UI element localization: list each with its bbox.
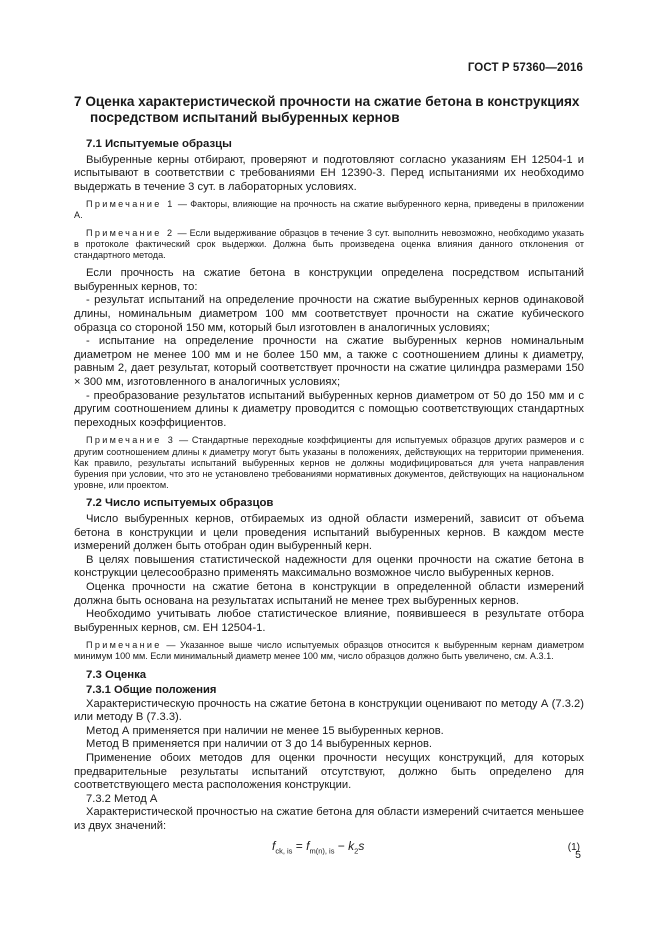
paragraph-7-3-5: Характеристической прочностью на сжатие бетона для области измерений считается меньшее из двух значений: [74,806,584,833]
section-7-3-title: 7.3 Оценка [86,668,147,681]
note-7-2 [74,640,584,662]
paragraph-7-3-1: Характеристическую прочность на сжатие бетона в конструкции оценивают по методу А (7.3.2) или методу В (7.3.3). [74,697,584,724]
paragraph-7-1-1: Выбуренные керны отбирают, проверяют и подготовляют согласно указаниям ЕН 12504-1 и испытывают в соответствии с требованиями ЕН 12390-3. Перед испытаниями их необходимо выдержать в течение 3 сут. в лабораторных условиях. [74,153,584,193]
page-content [74,94,584,858]
paragraph-7-1-2: Если прочность на сжатие бетона в конструкции определена посредством испытаний выбуренных кернов, то: [74,267,584,293]
note-3-text: — Стандартные переходные коэффициенты для испытуемых образцов других размеров и с другим соотношением длины к диаметру могут быть указаны в положениях, действующих на территории применения. Как правило, результаты испытаний выбуренных кернов не должны модифицироваться для учета направления бурения при условии, что это не установлено требованиями нормативных документов, действующих на национальном уровне, или проектом. [74,435,584,491]
note-2-label: Примечание 2 [86,227,175,238]
section-7-3-2-title: 7.3.2 Метод А [86,792,158,805]
paragraph-7-3-2: Метод А применяется при наличии не менее 15 выбуренных кернов. [86,724,444,737]
section-7-1-title: 7.1 Испытуемые образцы [86,138,232,150]
paragraph-7-1-5: - преобразование результатов испытаний выбуренных кернов диаметром от 50 до 150 мм и с другим соотношением длины к диаметру проводится с помощью соответствующих стандартных переходных коэффициентов. [74,389,584,429]
formula-minus: − [334,838,349,853]
note-7-2-text: — Указанное выше число испытуемых образцов относится к выбуренным кернам диаметром минимум 100 мм. Если минимальный диаметр менее 100 мм, число образцов должно быть увеличено, см. А.3.1. [74,640,584,662]
paragraph-7-2-2: В целях повышения статистической надежности для оценки прочности на сжатие бетона в конструкции целесообразно применять максимально возможное число выбуренных кернов. [74,553,584,580]
section-7-3-1-title: 7.3.1 Общие положения [86,684,217,697]
paragraph-7-2-3: Оценка прочности на сжатие бетона в конструкции в определенной области измерений должна быть основана на результатах испытаний не менее трех выбуренных кернов. [74,580,584,607]
formula-lhs-subscript: ck, is [275,846,293,856]
note-2 [74,228,584,262]
note-2-text: — Если выдерживание образцов в течение 3 сут. выполнить невозможно, необходимо указать в протоколе фактический срок выдержки. Должна быть произведена оценка влияния данного отклонения от стандартного метода. [74,227,584,261]
formula-number: (1) [567,841,580,853]
formula-k: k [348,838,355,853]
formula-k-subscript: 2 [354,846,359,856]
note-7-2-label: Примечание [86,640,162,651]
formula-equals: = [292,838,307,853]
formula-rhs-subscript: m(n), is [309,846,335,856]
document-code: ГОСТ Р 57360—2016 [467,62,583,74]
note-3 [74,435,584,491]
page-number: 5 [575,849,581,861]
paragraph-7-2-4: Необходимо учитывать любое статистическое влияние, появившееся в результате отбора выбуренных кернов, см. ЕН 12504-1. [74,608,584,634]
note-3-label: Примечание 3 [86,435,176,446]
section-7-2-title: 7.2 Число испытуемых образцов [86,497,274,510]
paragraph-7-2-1: Число выбуренных кернов, отбираемых из одной области измерений, зависит от объема бетона в конструкции и цели проведения испытаний выбуренных кернов. В каждом месте измерений должен быть отобран один выбуренный керн. [74,512,584,553]
section-7-title: 7 Оценка характеристической прочности на сжатие бетона в конструкциях посредством испытаний выбуренных кернов [74,94,580,125]
paragraph-7-1-3: - результат испытаний на определение прочности на сжатие выбуренных кернов одинаковой длины, номинальным диаметром 100 мм соответствует прочности на сжатие кубического образца со стороной 150 мм, который был изготовлен в аналогичных условиях; [74,294,584,334]
note-1 [74,199,584,221]
note-1-label: Примечание 1 [86,199,175,210]
formula-1 [74,838,584,858]
formula-f: f [272,838,276,853]
paragraph-7-1-4: - испытание на определение прочности на сжатие выбуренных кернов номинальным диаметром не менее 100 мм и не более 150 мм, а также с соотношением длины к диаметру, равным 2, дает результат, который соответствует прочности на сжатие цилиндра размерами 150 × 300 мм, изготовленного в аналогичных условиях; [74,335,584,389]
formula-s: s [358,838,365,853]
formula-expression [272,840,364,858]
paragraph-7-3-4: Применение обоих методов для оценки прочности несущих конструкций, для которых предварительные результаты испытаний отсутствуют, должно быть определено для соответствующего места расположения конструкции. [74,752,584,792]
formula-f2: f [306,838,310,853]
paragraph-7-3-3: Метод В применяется при наличии от 3 до 14 выбуренных кернов. [86,738,433,751]
note-1-text: — Факторы, влияющие на прочность на сжатие выбуренного керна, приведены в приложении А. [74,199,584,221]
